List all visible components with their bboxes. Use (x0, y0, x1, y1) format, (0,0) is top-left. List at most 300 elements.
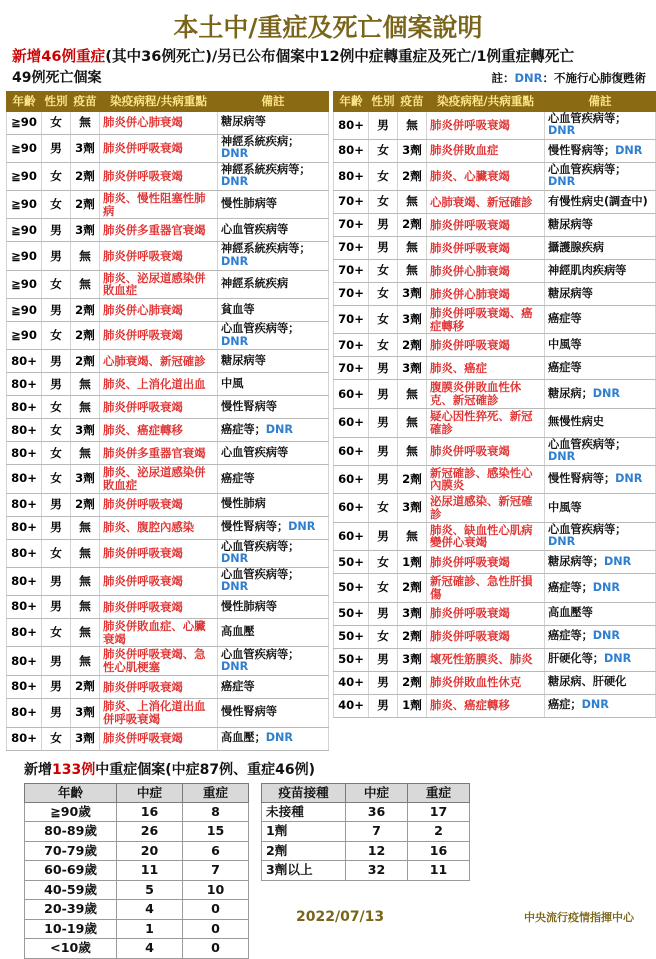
cell-note (218, 465, 329, 494)
note-text: 神經系統疾病等； (221, 242, 311, 256)
table-row (7, 350, 329, 373)
cell-sex: 女 (42, 111, 71, 134)
cell-disease-course: 肺炎併呼吸衰竭、急性心肌梗塞 (100, 647, 218, 676)
note-text: 神經系統疾病等； (221, 162, 311, 176)
cell-sex: 男 (369, 465, 398, 494)
table-row (334, 694, 656, 717)
cell-age: ≧90 (7, 162, 42, 190)
cell-severe-count: 6 (183, 841, 249, 860)
cell-age: 80+ (7, 675, 42, 698)
cell-category-label: 2劑 (262, 841, 346, 860)
column-header-severe: 重症 (183, 783, 249, 802)
report-date: 2022/07/13 (296, 909, 385, 925)
cell-age: 80+ (7, 567, 42, 595)
note-text: 心血管疾病等； (548, 522, 627, 536)
cell-vaccine: 3劑 (398, 494, 427, 523)
cell-sex: 女 (42, 162, 71, 190)
note-text: 高血壓 (221, 625, 255, 639)
cell-age: 70+ (334, 282, 369, 305)
cell-vaccine: 3劑 (398, 602, 427, 625)
cell-age: ≧90 (7, 134, 42, 162)
note-text: 慢性肺病等 (221, 599, 277, 613)
cell-vaccine: 無 (398, 409, 427, 438)
dnr-abbr: DNR (615, 143, 643, 157)
cell-sex: 女 (369, 305, 398, 334)
cell-sex: 男 (42, 647, 71, 676)
note-text: 心血管疾病等 (221, 223, 289, 237)
case-tables-container (0, 91, 656, 751)
cell-age: 40+ (334, 694, 369, 717)
table-row (7, 162, 329, 190)
table-row (334, 522, 656, 551)
cell-note (218, 595, 329, 618)
cell-category-label: 10-19歲 (25, 919, 117, 938)
note-text: 貧血等 (221, 302, 255, 316)
cell-vaccine: 1劑 (398, 551, 427, 574)
cell-disease-course: 腹膜炎併敗血性休克、新冠確診 (427, 380, 545, 409)
column-header-note: 備註 (545, 92, 656, 112)
table-row (334, 190, 656, 213)
cell-note (218, 396, 329, 419)
note-text: 慢性腎病等 (221, 399, 277, 413)
cell-note (218, 242, 329, 270)
cell-sex: 女 (369, 625, 398, 648)
page-footer (0, 909, 656, 925)
cell-vaccine: 2劑 (398, 334, 427, 357)
dnr-abbr: DNR (265, 422, 294, 436)
cell-vaccine: 2劑 (71, 350, 100, 373)
cell-sex: 男 (42, 567, 71, 595)
note-text: 糖尿病； (548, 386, 593, 400)
dnr-legend-note (491, 70, 646, 86)
cell-note (218, 190, 329, 219)
cell-age: ≧90 (7, 242, 42, 270)
cell-sex: 女 (42, 618, 71, 647)
cell-disease-course: 肺炎併多重器官衰竭 (100, 442, 218, 465)
page-header (0, 14, 656, 87)
cell-note (218, 493, 329, 516)
cell-sex: 女 (42, 727, 71, 750)
cell-vaccine: 1劑 (398, 694, 427, 717)
cell-disease-course: 肺炎併呼吸衰竭 (100, 162, 218, 190)
dnr-abbr: DNR (221, 552, 249, 566)
column-header-sex: 性別 (369, 92, 398, 112)
note-text: 中風等 (548, 338, 582, 352)
table-row (334, 437, 656, 465)
table-row (334, 139, 656, 162)
table-row (7, 419, 329, 442)
cell-sex: 女 (42, 465, 71, 494)
table-header-row (262, 783, 470, 802)
cell-disease-course: 泌尿道感染、新冠確診 (427, 494, 545, 523)
cell-vaccine: 無 (398, 522, 427, 551)
cell-age: ≧90 (7, 219, 42, 242)
cell-sex: 男 (369, 437, 398, 465)
dnr-abbr: DNR (548, 535, 576, 549)
table-row (7, 539, 329, 567)
cell-vaccine: 無 (71, 618, 100, 647)
cell-category-label: 1劑 (262, 822, 346, 841)
cell-category-label: <10歲 (25, 939, 117, 958)
cell-moderate-count: 1 (117, 919, 183, 938)
cell-age: 80+ (7, 493, 42, 516)
dnr-abbr: DNR (221, 255, 249, 269)
table-row (7, 567, 329, 595)
note-text: 神經肌肉疾病等 (548, 263, 627, 277)
note-text: 攝護腺疾病 (548, 240, 604, 254)
cell-disease-course: 新冠確診、急性肝損傷 (427, 574, 545, 603)
table-row (7, 727, 329, 750)
table-row (25, 939, 249, 958)
note-text: 糖尿病等 (548, 217, 593, 231)
table-row (7, 270, 329, 299)
cell-note (218, 270, 329, 299)
cell-vaccine: 無 (71, 442, 100, 465)
cell-category-label: 20-39歲 (25, 900, 117, 919)
cell-sex: 男 (42, 242, 71, 270)
note-text: 心血管疾病等； (548, 162, 627, 176)
cell-vaccine: 無 (398, 437, 427, 465)
cell-disease-course: 肺炎、泌尿道感染併敗血症 (100, 270, 218, 299)
cell-severe-count: 0 (183, 919, 249, 938)
dnr-abbr: DNR (548, 124, 576, 138)
cell-note (545, 213, 656, 236)
cell-note (218, 618, 329, 647)
column-header-vaccine-status: 疫苗接種 (262, 783, 346, 802)
cell-vaccine: 無 (71, 595, 100, 618)
cell-age: 50+ (334, 625, 369, 648)
note-text: 無慢性病史 (548, 415, 604, 429)
table-row (334, 465, 656, 494)
table-row (7, 442, 329, 465)
note-text: 癌症等 (221, 679, 255, 693)
table-row (334, 380, 656, 409)
table-row (334, 305, 656, 334)
cell-category-label: 80-89歲 (25, 822, 117, 841)
vaccine-summary-table (261, 783, 470, 881)
cell-sex: 女 (42, 419, 71, 442)
age-summary-table-body (25, 802, 249, 958)
cell-sex: 男 (42, 698, 71, 727)
cell-sex: 男 (369, 522, 398, 551)
cell-vaccine: 2劑 (398, 671, 427, 694)
cell-severe-count: 0 (183, 900, 249, 919)
cell-age: ≧90 (7, 299, 42, 322)
note-text: 心血管疾病等 (221, 445, 289, 459)
cell-severe-count: 2 (408, 822, 470, 841)
cell-sex: 女 (42, 396, 71, 419)
cell-disease-course: 肺炎併呼吸衰竭 (427, 437, 545, 465)
cell-sex: 女 (369, 259, 398, 282)
cell-severe-count: 10 (183, 880, 249, 899)
death-case-table-left (6, 91, 329, 751)
dnr-abbr: DNR (548, 450, 576, 464)
table-row (334, 494, 656, 523)
cell-disease-course: 肺炎併呼吸衰竭 (100, 134, 218, 162)
cell-vaccine: 2劑 (398, 625, 427, 648)
table-row (7, 516, 329, 539)
note-text: 高血壓等 (548, 606, 593, 620)
cell-vaccine: 3劑 (398, 282, 427, 305)
cell-note (545, 437, 656, 465)
cell-sex: 男 (42, 373, 71, 396)
cell-age: 80+ (7, 373, 42, 396)
subtitle-line (12, 48, 656, 66)
cell-vaccine: 2劑 (71, 493, 100, 516)
cell-disease-course: 肺炎併敗血症、心臟衰竭 (100, 618, 218, 647)
cell-note (218, 373, 329, 396)
cell-vaccine: 2劑 (398, 574, 427, 603)
cell-vaccine: 2劑 (71, 322, 100, 350)
cell-note (545, 465, 656, 494)
cell-note (218, 134, 329, 162)
left-case-table-body (7, 111, 329, 750)
dnr-abbr: DNR (592, 629, 621, 643)
cell-vaccine: 無 (71, 111, 100, 134)
vaccine-summary-table-body (262, 802, 470, 880)
cell-age: 80+ (7, 396, 42, 419)
note-text: 癌症等； (548, 580, 593, 594)
cell-disease-course: 肺炎併呼吸衰竭 (100, 539, 218, 567)
issuing-organization: 中央流行疫情指揮中心 (524, 911, 634, 924)
dnr-abbr: DNR (265, 731, 294, 745)
column-header-course: 染疫病程/共病重點 (427, 92, 545, 112)
cell-age: 40+ (334, 671, 369, 694)
cell-age: 80+ (7, 539, 42, 567)
cell-note (545, 111, 656, 139)
cell-disease-course: 肺炎、癌症 (427, 357, 545, 380)
cell-moderate-count: 20 (117, 841, 183, 860)
column-header-age: 年齡 (334, 92, 369, 112)
note-text: 心血管疾病等； (221, 567, 300, 581)
table-row (25, 861, 249, 880)
cell-note (545, 357, 656, 380)
table-row (25, 822, 249, 841)
cell-note (218, 567, 329, 595)
cell-moderate-count: 16 (117, 802, 183, 821)
table-row (334, 236, 656, 259)
cell-note (218, 322, 329, 350)
right-case-table-body (334, 111, 656, 717)
cell-sex: 男 (369, 648, 398, 671)
note-text: 神經系統疾病 (221, 277, 289, 291)
cell-sex: 男 (369, 671, 398, 694)
note-text: 心血管疾病等； (548, 111, 627, 125)
cell-disease-course: 肺炎併心肺衰竭 (427, 282, 545, 305)
cell-note (545, 259, 656, 282)
cell-note (218, 539, 329, 567)
cell-age: ≧90 (7, 190, 42, 219)
summary-title-rest: 中重症個案(中症87例、重症46例) (95, 761, 315, 778)
cell-age: 80+ (7, 698, 42, 727)
cell-age: 60+ (334, 437, 369, 465)
cell-note (545, 139, 656, 162)
column-header-vaccine: 疫苗 (71, 92, 100, 112)
note-text: 慢性肺病等 (221, 197, 277, 211)
cell-disease-course: 肺炎併呼吸衰竭 (427, 551, 545, 574)
column-header-note: 備註 (218, 92, 329, 112)
cell-note (218, 727, 329, 750)
cell-disease-course: 肺炎、缺血性心肌病變併心衰竭 (427, 522, 545, 551)
cell-vaccine: 2劑 (398, 162, 427, 190)
table-row (262, 861, 470, 880)
table-row (7, 322, 329, 350)
cell-disease-course: 壞死性筋膜炎、肺炎 (427, 648, 545, 671)
cell-age: 60+ (334, 522, 369, 551)
table-row (25, 880, 249, 899)
cell-vaccine: 3劑 (71, 727, 100, 750)
cell-disease-course: 肺炎、癌症轉移 (100, 419, 218, 442)
cell-age: 80+ (7, 618, 42, 647)
cell-severe-count: 11 (408, 861, 470, 880)
dnr-abbr: DNR (221, 334, 249, 348)
cell-severe-count: 8 (183, 802, 249, 821)
cell-vaccine: 3劑 (398, 139, 427, 162)
column-header-age: 年齡 (7, 92, 42, 112)
note-suffix: ：不施行心肺復甦術 (542, 71, 646, 85)
cell-note (545, 236, 656, 259)
cell-sex: 女 (42, 442, 71, 465)
cell-sex: 女 (369, 334, 398, 357)
table-row (334, 111, 656, 139)
table-row (334, 213, 656, 236)
cell-note (218, 698, 329, 727)
cell-age: 50+ (334, 602, 369, 625)
cell-disease-course: 肺炎、上消化道出血併呼吸衰竭 (100, 698, 218, 727)
cell-sex: 男 (369, 380, 398, 409)
death-count-label: 49例死亡個案 (12, 70, 102, 86)
death-count-note-row (12, 67, 646, 87)
cell-sex: 女 (42, 322, 71, 350)
cell-vaccine: 無 (71, 647, 100, 676)
cell-severe-count: 0 (183, 939, 249, 958)
cell-note (218, 299, 329, 322)
cell-age: 80+ (334, 162, 369, 190)
cell-note (545, 694, 656, 717)
cell-sex: 女 (42, 539, 71, 567)
cell-sex: 男 (369, 694, 398, 717)
column-header-vaccine: 疫苗 (398, 92, 427, 112)
cell-disease-course: 肺炎併呼吸衰竭 (100, 322, 218, 350)
table-row (334, 162, 656, 190)
cell-disease-course: 疑心因性猝死、新冠確診 (427, 409, 545, 438)
dnr-abbr: DNR (615, 472, 643, 486)
cell-moderate-count: 4 (117, 939, 183, 958)
cell-note (545, 162, 656, 190)
table-row (25, 841, 249, 860)
cell-note (218, 419, 329, 442)
cell-disease-course: 肺炎、腹腔內感染 (100, 516, 218, 539)
death-case-table-right (333, 91, 656, 718)
cell-sex: 男 (42, 675, 71, 698)
cell-disease-course: 肺炎併呼吸衰竭 (100, 727, 218, 750)
cell-disease-course: 肺炎、上消化道出血 (100, 373, 218, 396)
cell-vaccine: 3劑 (71, 419, 100, 442)
cell-note (218, 111, 329, 134)
cell-vaccine: 無 (71, 539, 100, 567)
cell-moderate-count: 5 (117, 880, 183, 899)
table-row (262, 841, 470, 860)
note-text: 慢性腎病等 (221, 705, 277, 719)
table-row (334, 551, 656, 574)
cell-disease-course: 肺炎併心肺衰竭 (100, 111, 218, 134)
cell-note (218, 162, 329, 190)
cell-note (218, 516, 329, 539)
cell-age: 80+ (7, 647, 42, 676)
cell-vaccine: 無 (71, 242, 100, 270)
cell-age: ≧90 (7, 322, 42, 350)
table-row (7, 219, 329, 242)
summary-title-prefix: 新增 (24, 761, 52, 778)
summary-tables-container (10, 783, 646, 959)
page-title: 本土中/重症及死亡個案說明 (173, 13, 483, 42)
dnr-abbr: DNR (221, 580, 249, 594)
cell-age: ≧90 (7, 270, 42, 299)
cell-disease-course: 肺炎、泌尿道感染併敗血症 (100, 465, 218, 494)
dnr-abbr: DNR (548, 175, 576, 189)
note-text: 高血壓； (221, 731, 266, 745)
cell-disease-course: 肺炎併多重器官衰竭 (100, 219, 218, 242)
cell-sex: 女 (369, 162, 398, 190)
cell-age: 70+ (334, 305, 369, 334)
note-text: 癌症等 (221, 471, 255, 485)
dnr-abbr: DNR (581, 698, 609, 712)
cell-age: 80+ (7, 595, 42, 618)
cell-moderate-count: 12 (346, 841, 408, 860)
note-text: 中風等 (548, 500, 582, 514)
cell-sex: 男 (42, 134, 71, 162)
note-text: 中風 (221, 376, 244, 390)
table-row (7, 242, 329, 270)
note-text: 癌症； (548, 698, 582, 712)
cell-note (545, 551, 656, 574)
cell-age: 80+ (334, 139, 369, 162)
cell-category-label: 40-59歲 (25, 880, 117, 899)
cell-disease-course: 肺炎併敗血症 (427, 139, 545, 162)
cell-severe-count: 17 (408, 802, 470, 821)
note-text: 糖尿病等 (548, 286, 593, 300)
note-text: 慢性腎病等； (221, 520, 289, 534)
cell-note (545, 648, 656, 671)
table-row (7, 190, 329, 219)
cell-sex: 男 (369, 213, 398, 236)
table-row (334, 648, 656, 671)
dnr-abbr: DNR (221, 175, 249, 189)
cell-sex: 男 (42, 595, 71, 618)
cell-age: 80+ (7, 442, 42, 465)
cell-age: 50+ (334, 648, 369, 671)
cell-age: 60+ (334, 380, 369, 409)
table-row (7, 396, 329, 419)
note-text: 糖尿病等 (221, 115, 266, 129)
cell-note (545, 380, 656, 409)
table-row (7, 134, 329, 162)
cell-age: 80+ (7, 350, 42, 373)
cell-note (545, 334, 656, 357)
table-row (7, 111, 329, 134)
cell-sex: 男 (369, 236, 398, 259)
table-row (334, 574, 656, 603)
column-header-moderate: 中症 (117, 783, 183, 802)
cell-disease-course: 肺炎併呼吸衰竭 (427, 236, 545, 259)
table-row (334, 409, 656, 438)
subtitle-highlight: 新增46例重症 (12, 47, 106, 65)
cell-vaccine: 3劑 (71, 134, 100, 162)
table-row (7, 493, 329, 516)
cell-age: 50+ (334, 574, 369, 603)
note-text: 心血管疾病等； (548, 437, 627, 451)
cell-note (545, 409, 656, 438)
